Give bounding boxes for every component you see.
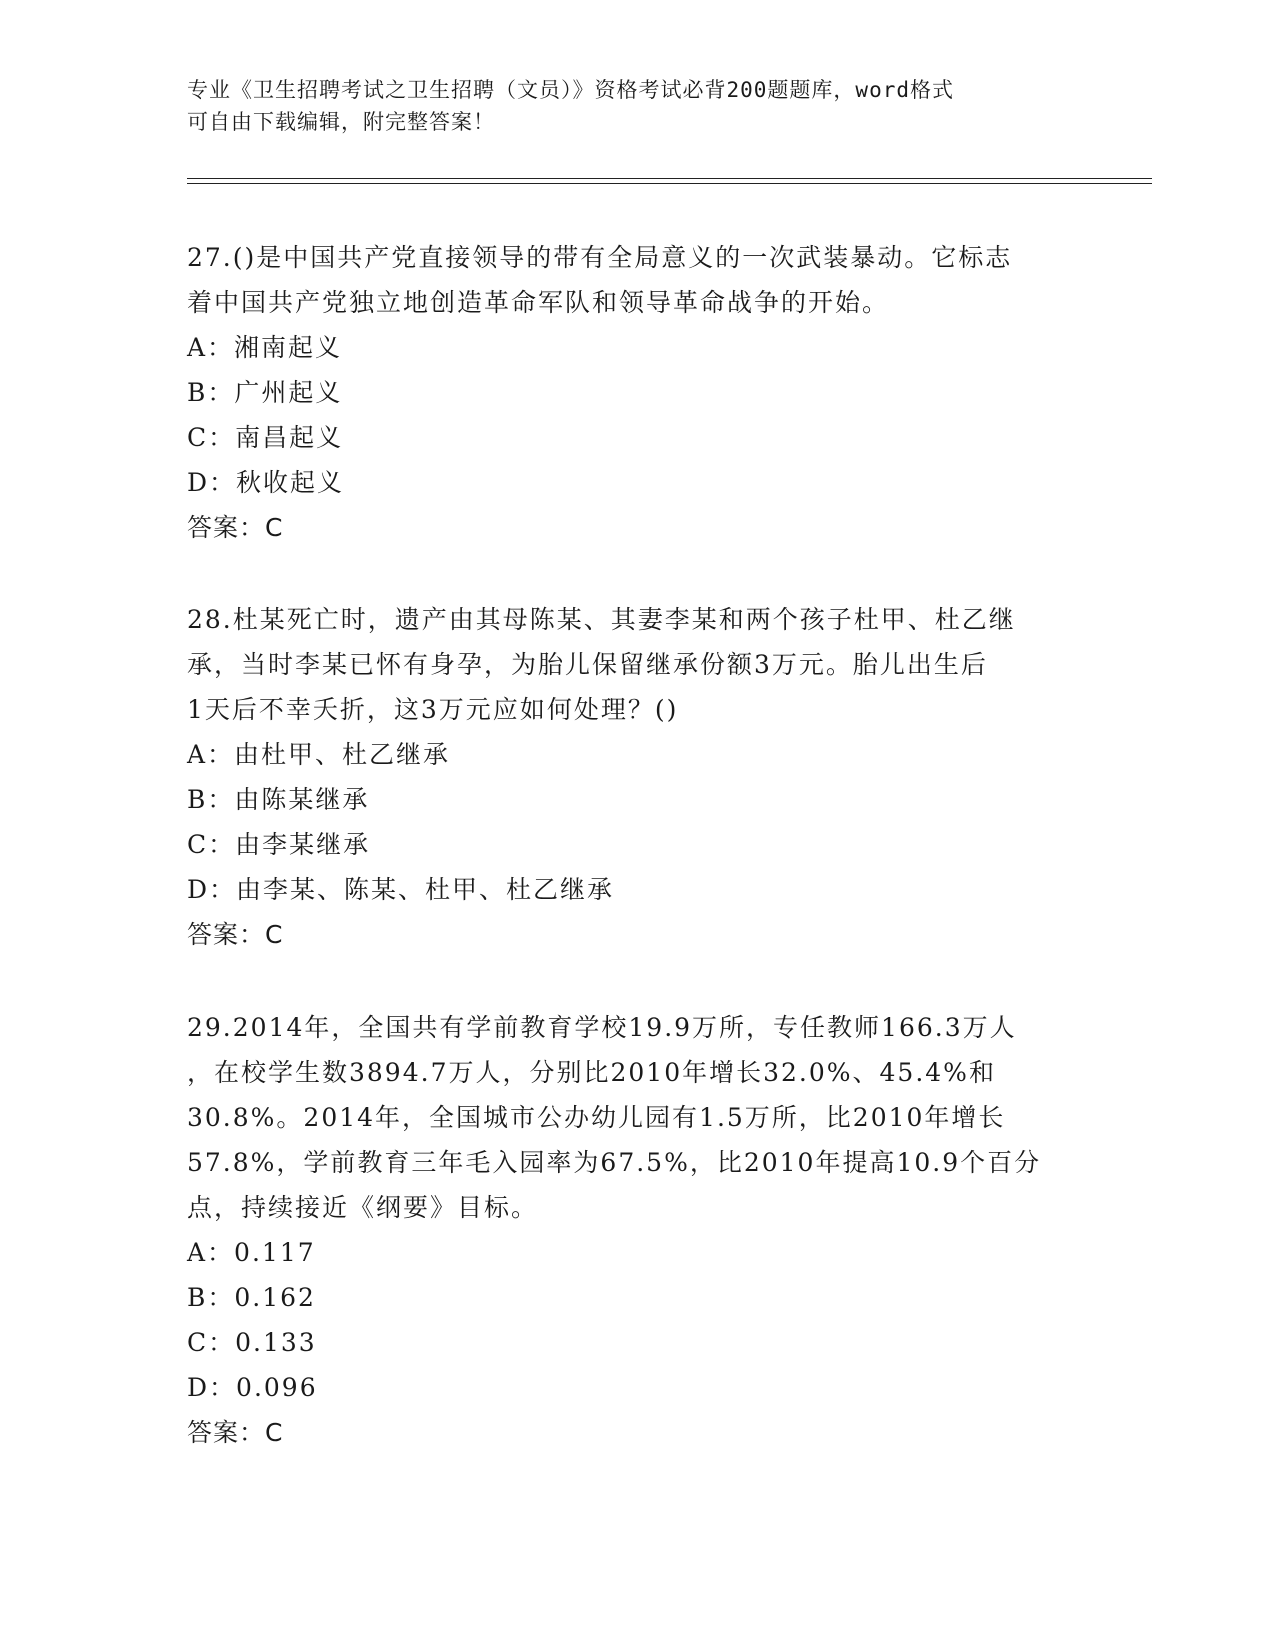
answer-line: 答案：C bbox=[187, 1418, 284, 1447]
header-divider-bottom bbox=[187, 183, 1152, 184]
stem-line: 承，当时李某已怀有身孕，为胎儿保留继承份额3万元。胎儿出生后 bbox=[187, 650, 988, 679]
stem-line: 1天后不幸夭折，这3万元应如何处理？() bbox=[187, 695, 679, 724]
option-b: B：0.162 bbox=[187, 1283, 316, 1312]
question-stem bbox=[187, 597, 1087, 732]
option-b: B：广州起义 bbox=[187, 378, 343, 407]
stem-line: 着中国共产党独立地创造革命军队和领导革命战争的开始。 bbox=[187, 288, 890, 317]
header-divider-top bbox=[187, 178, 1152, 179]
header-line-2: 可自由下载编辑，附完整答案！ bbox=[187, 110, 495, 134]
stem-line: 57.8%，学前教育三年毛入园率为67.5%，比2010年提高10.9个百分 bbox=[187, 1148, 1042, 1177]
option-d: D：秋收起义 bbox=[187, 468, 345, 497]
option-a: A：0.117 bbox=[187, 1238, 316, 1267]
answer-line: 答案：C bbox=[187, 513, 284, 542]
question-28 bbox=[187, 597, 1087, 957]
answer-line: 答案：C bbox=[187, 920, 284, 949]
option-c: C：由李某继承 bbox=[187, 830, 371, 859]
option-c: C：南昌起义 bbox=[187, 423, 344, 452]
option-b: B：由陈某继承 bbox=[187, 785, 370, 814]
question-27 bbox=[187, 235, 1087, 550]
stem-line: 28.杜某死亡时，遗产由其母陈某、其妻李某和两个孩子杜甲、杜乙继 bbox=[187, 605, 1016, 634]
document-header bbox=[187, 74, 1087, 138]
question-stem bbox=[187, 235, 1087, 325]
option-a: A：由杜甲、杜乙继承 bbox=[187, 740, 451, 769]
stem-line: 27.()是中国共产党直接领导的带有全局意义的一次武装暴动。它标志 bbox=[187, 243, 1013, 272]
option-c: C：0.133 bbox=[187, 1328, 317, 1357]
stem-line: 30.8%。2014年，全国城市公办幼儿园有1.5万所，比2010年增长 bbox=[187, 1103, 1006, 1132]
stem-line: ，在校学生数3894.7万人，分别比2010年增长32.0%、45.4%和 bbox=[187, 1058, 996, 1087]
question-stem bbox=[187, 1005, 1087, 1230]
header-line-1: 专业《卫生招聘考试之卫生招聘（文员）》资格考试必背200题题库，word格式 bbox=[187, 78, 954, 102]
option-a: A：湘南起义 bbox=[187, 333, 343, 362]
option-d: D：0.096 bbox=[187, 1373, 318, 1402]
question-29 bbox=[187, 1005, 1087, 1455]
stem-line: 29.2014年，全国共有学前教育学校19.9万所，专任教师166.3万人 bbox=[187, 1013, 1017, 1042]
option-d: D：由李某、陈某、杜甲、杜乙继承 bbox=[187, 875, 615, 904]
stem-line: 点，持续接近《纲要》目标。 bbox=[187, 1193, 539, 1222]
